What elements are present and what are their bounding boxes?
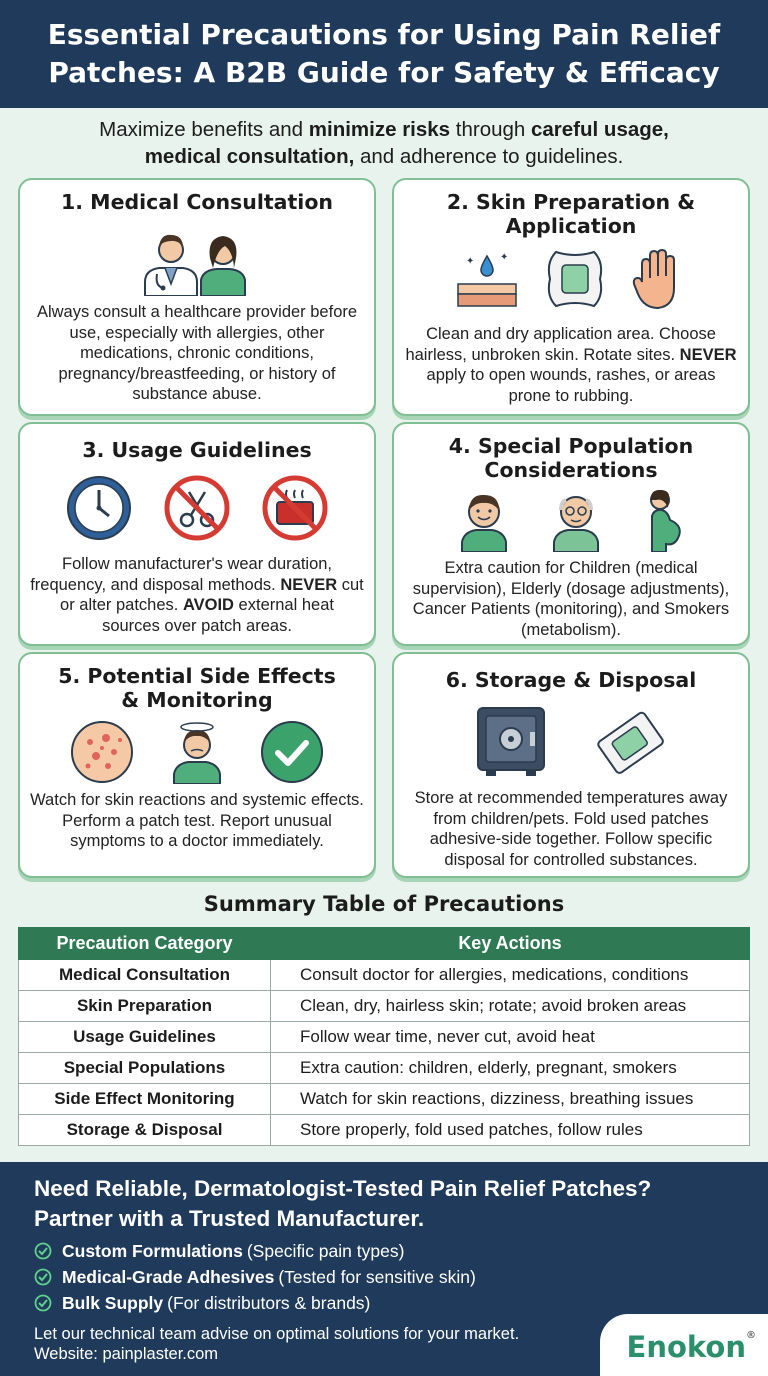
feature-detail: (For distributors & brands)	[167, 1293, 371, 1313]
clock-icon	[65, 474, 133, 542]
card-title-line: 2. Skin Preparation &	[446, 190, 696, 214]
card-title	[394, 190, 748, 238]
feature-detail: (Specific pain types)	[246, 1241, 405, 1261]
elderly-icon	[546, 488, 606, 552]
check-circle-icon	[34, 1242, 52, 1260]
card-text-part: external heat sources over patch areas.	[102, 596, 334, 635]
feature-title: Bulk Supply	[62, 1293, 164, 1313]
card-storage-disposal	[392, 652, 750, 878]
table-cell-action: Follow wear time, never cut, avoid heat	[271, 1022, 750, 1053]
table-cell-action: Consult doctor for allergies, medications, conditions	[271, 960, 750, 991]
patch-icon	[542, 248, 608, 310]
card-text: Extra caution for Children (medical supervision), Elderly (dosage adjustments), Cancer Patients (monitoring), and Smokers (metabolism).	[412, 559, 730, 639]
table-header-row	[19, 928, 750, 960]
footer-heading	[34, 1174, 754, 1234]
card-title-line: Considerations	[484, 458, 658, 482]
card-text-part: Clean and dry application area. Choose hairless, unbroken skin. Rotate sites.	[405, 325, 716, 364]
card-usage-guidelines	[18, 422, 376, 646]
table-cell-category: Skin Preparation	[19, 991, 271, 1022]
page-title	[14, 16, 754, 92]
child-icon	[454, 488, 514, 552]
card-title: 1. Medical Consultation	[60, 190, 334, 214]
feature-list	[34, 1238, 476, 1316]
no-heat-icon	[261, 474, 329, 542]
card-text: Store at recommended temperatures away from children/pets. Fold used patches adhesive-side together. Follow specific disposal for controlled substances.	[414, 789, 728, 869]
column-header: Key Actions	[271, 928, 750, 960]
table-row	[19, 1115, 750, 1146]
card-skin-preparation	[392, 178, 750, 416]
check-circle-icon	[34, 1294, 52, 1312]
table-cell-action: Extra caution: children, elderly, pregnant, smokers	[271, 1053, 750, 1084]
card-text-part: Follow manufacturer's wear duration, frequency, and disposal methods.	[30, 555, 333, 594]
card-text: Always consult a healthcare provider before use, especially with allergies, other medications, chronic conditions, pregnancy/breastfeeding, or history of substance abuse.	[36, 303, 358, 403]
card-text-bold: NEVER	[280, 575, 338, 594]
hand-icon	[630, 248, 688, 310]
intro-bold: careful usage,	[531, 118, 669, 141]
card-title-line: & Monitoring	[121, 688, 273, 712]
table-cell-category: Storage & Disposal	[19, 1115, 271, 1146]
card-text: Watch for skin reactions and systemic effects. Perform a patch test. Report unusual symptoms to a doctor immediately.	[30, 791, 364, 850]
card-text	[30, 554, 364, 636]
logo-mark: ®	[746, 1330, 756, 1341]
intro-bold: medical consultation,	[144, 145, 355, 168]
table-row	[19, 991, 750, 1022]
card-title-line: Application	[505, 214, 637, 238]
feature-title: Medical-Grade Adhesives	[62, 1267, 275, 1287]
cta-text	[34, 1324, 519, 1364]
cta-line: Let our technical team advise on optimal solutions for your market.	[34, 1325, 520, 1343]
feature-item	[34, 1238, 476, 1264]
card-text-part: cut or alter patches.	[60, 575, 364, 614]
summary-table	[18, 927, 750, 1146]
logo-text: Enokon	[626, 1330, 746, 1364]
svg-text:✦: ✦	[466, 256, 475, 267]
table-row	[19, 1084, 750, 1115]
card-title: 3. Usage Guidelines	[82, 438, 312, 462]
no-cutting-icon	[163, 474, 231, 542]
table-row	[19, 1053, 750, 1084]
safe-icon	[474, 704, 550, 780]
skin-rash-icon	[70, 720, 134, 784]
doctor-icon	[137, 224, 257, 296]
card-special-populations	[392, 422, 750, 646]
pregnant-icon	[638, 488, 688, 552]
footer-heading-line: Partner with a Trusted Manufacturer.	[34, 1206, 425, 1231]
page-header	[0, 0, 768, 108]
table-cell-category: Side Effect Monitoring	[19, 1084, 271, 1115]
feature-title: Custom Formulations	[62, 1241, 243, 1261]
intro-bold: minimize risks	[308, 118, 451, 141]
card-title	[20, 664, 374, 712]
table-row	[19, 960, 750, 991]
card-title: 6. Storage & Disposal	[445, 668, 697, 692]
card-medical-consultation	[18, 178, 376, 416]
card-title-line: 4. Special Population	[448, 434, 694, 458]
intro-text	[30, 116, 738, 170]
feature-item	[34, 1290, 476, 1316]
title-line-1: Essential Precautions for Using Pain Relief	[47, 18, 721, 51]
card-title-line: 5. Potential Side Effects	[58, 664, 336, 688]
card-text-bold: NEVER	[679, 345, 737, 364]
summary-title: Summary Table of Precautions	[203, 892, 565, 916]
card-text-part: apply to open wounds, rashes, or areas prone to rubbing.	[426, 366, 716, 405]
logo-container	[600, 1314, 768, 1376]
intro-part: and adherence to guidelines.	[354, 145, 624, 168]
table-cell-category: Usage Guidelines	[19, 1022, 271, 1053]
intro-part: Maximize benefits and	[99, 118, 309, 141]
svg-text:✦: ✦	[500, 252, 509, 263]
title-line-2: Patches: A B2B Guide for Safety & Efficacy	[48, 56, 720, 89]
footer-heading-line: Need Reliable, Dermatologist-Tested Pain Relief Patches?	[34, 1176, 652, 1201]
website-link[interactable]: Website: painplaster.com	[34, 1345, 219, 1363]
footer-banner	[0, 1162, 768, 1376]
table-row	[19, 1022, 750, 1053]
brand-logo	[627, 1330, 756, 1364]
dizzy-person-icon	[168, 720, 226, 784]
card-side-effects	[18, 652, 376, 878]
card-text	[404, 324, 738, 406]
card-text-bold: AVOID	[182, 596, 234, 614]
checkmark-icon	[260, 720, 324, 784]
folded-patch-icon	[592, 704, 668, 780]
table-cell-action: Clean, dry, hairless skin; rotate; avoid broken areas	[271, 991, 750, 1022]
intro-part: through	[450, 118, 531, 141]
card-title	[394, 434, 748, 482]
clean-skin-icon	[454, 248, 520, 310]
column-header: Precaution Category	[19, 928, 271, 960]
feature-item	[34, 1264, 476, 1290]
table-cell-category: Medical Consultation	[19, 960, 271, 991]
table-cell-category: Special Populations	[19, 1053, 271, 1084]
feature-detail: (Tested for sensitive skin)	[278, 1267, 476, 1287]
check-circle-icon	[34, 1268, 52, 1286]
table-cell-action: Watch for skin reactions, dizziness, breathing issues	[271, 1084, 750, 1115]
table-cell-action: Store properly, fold used patches, follow rules	[271, 1115, 750, 1146]
